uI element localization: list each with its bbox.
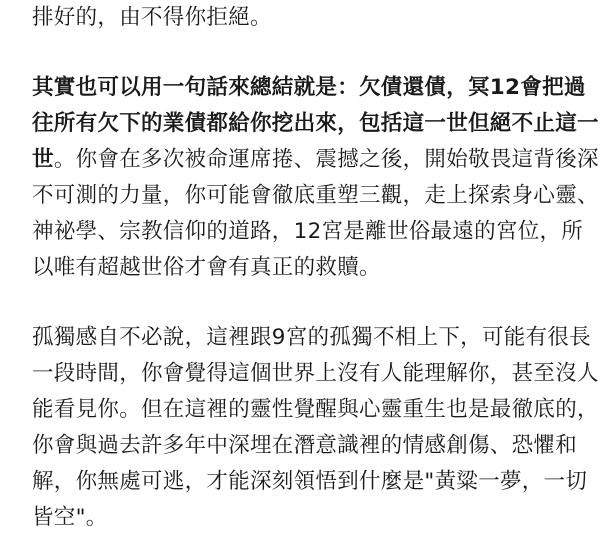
paragraph-1 [32, 0, 578, 36]
text-line: 一段時間，你會覺得這個世界上沒有人能理解你，甚至沒人 [32, 361, 599, 386]
text-line: 神祕學、宗教信仰的道路，12宮是離世俗最遠的宮位，所 [32, 219, 584, 244]
bold-text-line: 往所有欠下的業債都給你挖出來，包括這一世但絕不止這一 [32, 111, 599, 136]
text-line: 皆空"。 [32, 505, 108, 530]
bold-text-fragment: 世 [32, 147, 54, 172]
text-line: 你會與過去許多年中深埋在潛意識裡的情感創傷、恐懼和 [32, 433, 578, 458]
text-line: 能看見你。但在這裡的靈性覺醒與心靈重生也是最徹底的， [32, 397, 599, 422]
text-line: 不可測的力量，你可能會徹底重塑三觀，走上探索身心靈、 [32, 183, 599, 208]
text-line: 孤獨感自不必說，這裡跟9宮的孤獨不相上下，可能有很長 [32, 325, 591, 350]
paragraph-2 [32, 70, 599, 286]
paragraph-spacer [32, 286, 578, 320]
article-body [32, 0, 599, 536]
bold-text-line: 其實也可以用一句話來總結就是：欠債還債，冥12會把過 [32, 75, 586, 100]
mixed-text-line [32, 142, 599, 178]
paragraph-3 [32, 320, 599, 536]
text-fragment: 。你會在多次被命運席捲、震撼之後，開始敬畏這背後深 [53, 147, 599, 172]
text-line: 排好的，由不得你拒絕。 [32, 5, 272, 30]
paragraph-spacer [32, 36, 578, 70]
text-line: 解，你無處可逃，才能深刻領悟到什麼是"黃粱一夢，一切 [32, 469, 588, 494]
text-line: 以唯有超越世俗才會有真正的救贖。 [32, 255, 381, 280]
